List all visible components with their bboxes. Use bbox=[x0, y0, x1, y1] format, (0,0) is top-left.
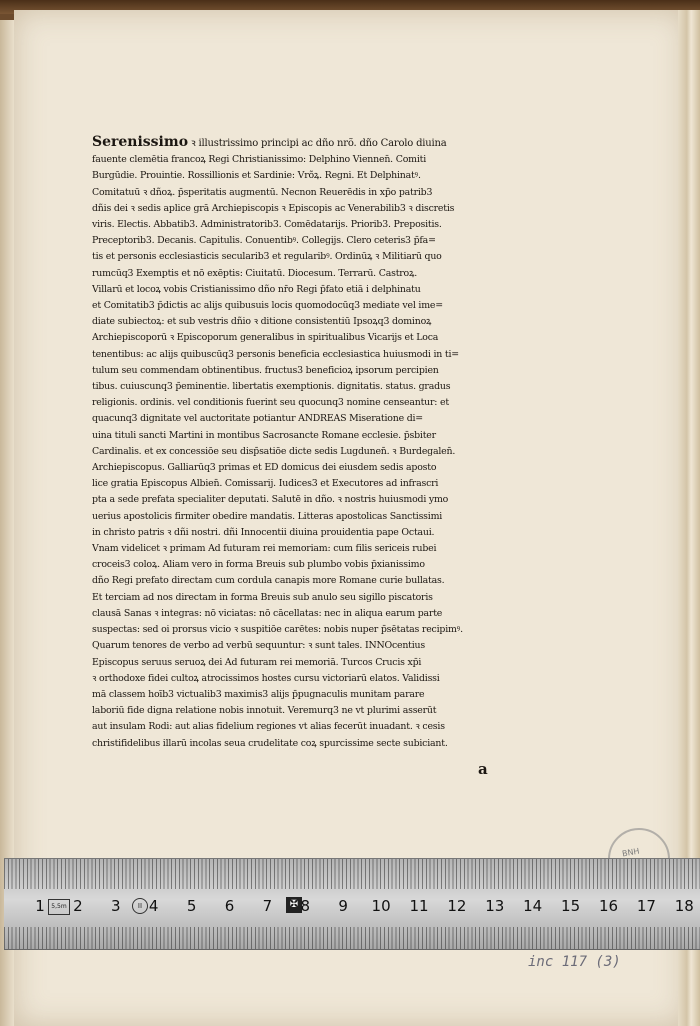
text-line: lice gratia Episcopus Albien̄. Comissarij. Iudices3 et Executores ad infrascri bbox=[92, 478, 439, 490]
ruler-number: 9 bbox=[338, 897, 348, 915]
text-line: tenentibus: ac alijs quibuscūq3 personis beneficia ecclesiastica huiusmodi in ti= bbox=[92, 348, 459, 360]
signature-mark: a bbox=[478, 760, 488, 778]
text-line-1: Serenissimo ꝛ illustrissimo principi ac dño nrõ. dño Carolo diuina bbox=[92, 134, 447, 150]
text-line: dño Regi prefato directam cum cordula canapis more Romane curie bullatas. bbox=[92, 575, 445, 587]
text-line: Preceptorib3. Decanis. Capitulis. Conuentibꝰ. Collegijs. Clero ceteris3 p̄fa= bbox=[92, 235, 436, 247]
ruler-circle-marker: II bbox=[132, 898, 148, 914]
text-line: Villarū et locoꝝ vobis Cristianissimo dño nr̄o Regi p̄fato etiā i delphinatu bbox=[92, 283, 421, 295]
ruler-number: 14 bbox=[523, 897, 543, 915]
ruler-number: 6 bbox=[224, 897, 235, 915]
text-line: diate subiectoꝝ: et sub vestris dñio ꝛ ditione consistentiū Ipsoꝝq3 dominoꝝ bbox=[92, 316, 432, 328]
ruler-ticks-bottom bbox=[4, 927, 700, 949]
text-line: laboriū fide digna relatione nobis innotuit. Veremurq3 ne vt plurimi asserūt bbox=[92, 705, 437, 717]
text-line: Episcopus seruus seruoꝝ dei Ad futuram rei memoriā. Turcos Crucis xp̄i bbox=[92, 656, 422, 668]
text-line: tulum seu commendam obtinentibus. fructus3 beneficioꝝ ipsorum percipien bbox=[92, 364, 439, 376]
incunable-text-block bbox=[92, 134, 512, 752]
text-line: ꝛ orthodoxe fidei cultoꝝ atrocissimos hostes cursu victoriarū elatos. Validissi bbox=[92, 672, 440, 684]
text-line: Cardinalis. et ex concessiōe seu disp̄satiōe dicte sedis Lugdunen̄. ꝛ Burdegalen̄. bbox=[92, 445, 456, 457]
text-line: mā classem hoīb3 victualib3 maximis3 alijs p̄pugnaculis munitam parare bbox=[92, 688, 425, 700]
text-line: clausā Sanas ꝛ integras: nō viciatas: nō cācellatas: nec in aliqua earum parte bbox=[92, 607, 443, 619]
ruler-number: 17 bbox=[636, 897, 656, 915]
ruler-number: 10 bbox=[371, 897, 391, 915]
ruler-scale-badge: 5,5m bbox=[48, 899, 70, 915]
measuring-ruler bbox=[4, 858, 700, 950]
initial-word: Serenissimo bbox=[92, 134, 189, 150]
ruler-number: 5 bbox=[186, 897, 197, 915]
text-line: uerius apostolicis firmiter obedire mandatis. Litteras apostolicas Sanctissimi bbox=[92, 510, 443, 522]
text-line: quacunq3 dignitate vel auctoritate potiantur ANDREAS Miseratione di= bbox=[92, 413, 423, 425]
ruler-number: 15 bbox=[561, 897, 581, 915]
text-line: uina tituli sancti Martini in montibus Sacrosancte Romane ecclesie. p̄sbiter bbox=[92, 429, 436, 441]
text-line: Et terciam ad nos directam in forma Breuis sub anulo seu sigillo piscatoris bbox=[92, 591, 433, 603]
text-line: dñis dei ꝛ sedis aplice grā Archiepiscopis ꝛ Episcopis ac Venerabilib3 ꝛ discretis bbox=[92, 202, 455, 214]
ruler-target-icon: ✠ bbox=[286, 897, 302, 913]
ruler-ticks-top bbox=[4, 859, 700, 889]
text-line: pta a sede prefata specialiter deputati. Salutē in dño. ꝛ nostris huiusmodi ymo bbox=[92, 494, 449, 506]
ruler-number: 1 bbox=[35, 897, 45, 915]
ruler-number: 11 bbox=[409, 897, 429, 915]
shelfmark-note: inc 117 (3) bbox=[528, 954, 621, 970]
text-line: Quarum tenores de verbo ad verbū sequuntur: ꝛ sunt tales. INNOcentius bbox=[92, 640, 425, 652]
text-line: Vnam videlicet ꝛ primam Ad futuram rei memoriam: cum filis sericeis rubei bbox=[92, 543, 437, 555]
text-line: tis et personis ecclesiasticis secularib3 et regularibꝰ. Ordinūꝝ ꝛ Militiarū quo bbox=[92, 251, 442, 263]
text-line: Comitatuū ꝛ dñoꝝ. p̄speritatis augmentū. Necnon Reuerēdis in xp̄o patrib3 bbox=[92, 186, 433, 198]
ruler-number: 8 bbox=[300, 897, 311, 915]
text-line: et Comitatib3 p̄dictis ac alijs quibusuis locis quomodocūq3 mediate vel ime= bbox=[92, 300, 443, 312]
text-line: suspectas: sed oi prorsus vicio ꝛ suspitiōe carētes: nobis nuper p̄sētatas recipimꝰ. bbox=[92, 624, 463, 636]
ruler-number: 13 bbox=[485, 897, 505, 915]
library-stamp-text: BNH bbox=[621, 846, 641, 859]
ruler-number: 2 bbox=[73, 897, 83, 915]
ruler-number: 7 bbox=[262, 897, 273, 915]
text-line: viris. Electis. Abbatib3. Administratorib3. Comēdatarijs. Priorib3. Prepositis. bbox=[92, 219, 442, 231]
text-line: Archiepiscoporū ꝛ Episcoporum generalibus in spiritualibus Vicarijs et Loca bbox=[92, 332, 439, 344]
ruler-number: 3 bbox=[111, 897, 121, 915]
text-line: tibus. cuiuscunq3 p̄eminentie. libertatis exemptionis. dignitatis. status. gradus bbox=[92, 381, 451, 393]
text-line: croceis3 coloꝝ. Aliam vero in forma Breuis sub plumbo vobis p̄xianissimo bbox=[92, 559, 425, 571]
ruler-number: 4 bbox=[148, 897, 159, 915]
ruler-number: 12 bbox=[447, 897, 467, 915]
text-line: christifidelibus illarū incolas seua crudelitate coꝝ spurcissime secte subiciant. bbox=[92, 737, 448, 749]
text-line: Burgūdie. Prouintie. Rossillionis et Sardinie: Vrõꝝ. Regni. Et Delphinatꝰ. bbox=[92, 170, 421, 182]
text-line: fauente clemētia francoꝝ Regi Christianissimo: Delphino Viennen̄. Comiti bbox=[92, 154, 427, 166]
text-line: Archiepiscopus. Galliarūq3 primas et ED domicus dei eiusdem sedis aposto bbox=[92, 462, 437, 474]
text-line: rumcūq3 Exemptis et nō exēptis: Ciuitatū. Diocesum. Terrarū. Castroꝝ. bbox=[92, 267, 417, 279]
ruler-number: 16 bbox=[598, 897, 619, 915]
text-line: religionis. ordinis. vel conditionis fuerint seu quocunq3 nomine censeantur: et bbox=[92, 397, 449, 409]
text-line: in christo patris ꝛ dñi nostri. dñi Innocentii diuina prouidentia pape Octaui. bbox=[92, 526, 435, 538]
text-line: aut insulam Rodi: aut alias fidelium regiones vt alias fecerūt inuadant. ꝛ cesis bbox=[92, 721, 445, 733]
ruler-number: 18 bbox=[674, 897, 694, 915]
